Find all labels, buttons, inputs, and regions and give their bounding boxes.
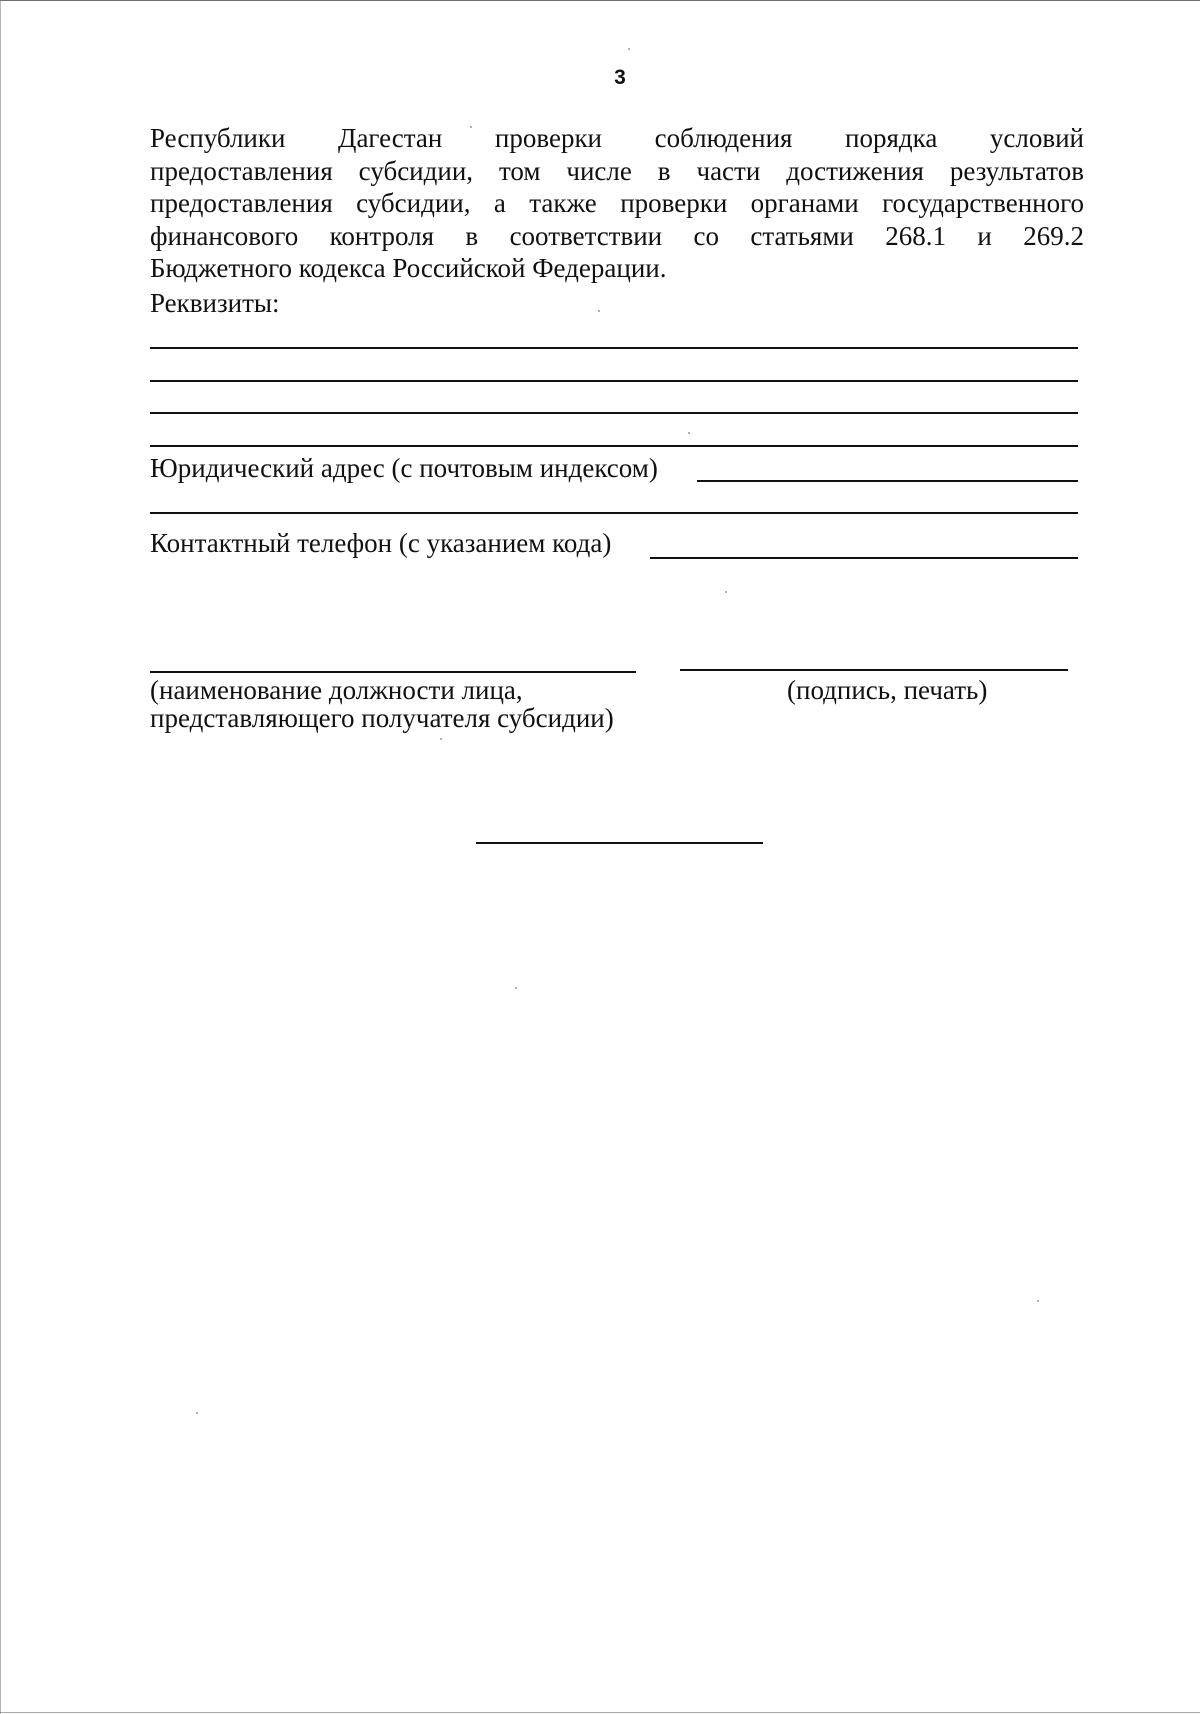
scan-speck (440, 738, 442, 740)
scan-speck (196, 1412, 198, 1414)
signature-fill-line (680, 669, 1068, 671)
scan-speck (598, 310, 600, 312)
legal-address-fill-line (150, 512, 1078, 514)
position-caption: представляющего получателя субсидии) (150, 703, 614, 733)
signature-caption: (подпись, печать) (787, 675, 988, 705)
requisites-fill-line (150, 412, 1078, 414)
requisites-label: Реквизиты: (150, 288, 280, 318)
scan-speck (1037, 1300, 1039, 1302)
requisites-fill-line (150, 347, 1078, 349)
scan-speck (628, 48, 630, 50)
legal-address-label: Юридический адрес (с почтовым индексом) (150, 453, 658, 483)
scan-speck (515, 987, 517, 989)
closing-divider (476, 842, 763, 844)
scan-speck (688, 432, 690, 434)
legal-address-fill-line (697, 480, 1078, 482)
paragraph-line: Бюджетного кодекса Российской Федерации. (150, 253, 667, 283)
body-paragraph (150, 122, 1084, 285)
requisites-fill-line (150, 380, 1078, 382)
scan-top-edge (0, 0, 1200, 1)
page-number: 3 (614, 66, 626, 89)
contact-phone-fill-line (650, 557, 1078, 559)
paragraph-line: Республики Дагестан проверки соблюдения порядка условий (150, 123, 1084, 153)
position-caption: (наименование должности лица, (150, 675, 523, 705)
scan-bottom-edge (0, 1712, 1200, 1713)
scan-speck (725, 591, 727, 593)
position-fill-line (150, 671, 636, 673)
requisites-fill-line (150, 445, 1078, 447)
scan-left-edge (0, 0, 1, 1714)
paragraph-line: предоставления субсидии, а также проверки органами государственного (150, 188, 1084, 218)
paragraph-line: финансового контроля в соответствии со статьями 268.1 и 269.2 (150, 220, 1084, 251)
paragraph-line: предоставления субсидии, том числе в части достижения результатов (150, 155, 1084, 186)
contact-phone-label: Контактный телефон (с указанием кода) (150, 528, 612, 558)
